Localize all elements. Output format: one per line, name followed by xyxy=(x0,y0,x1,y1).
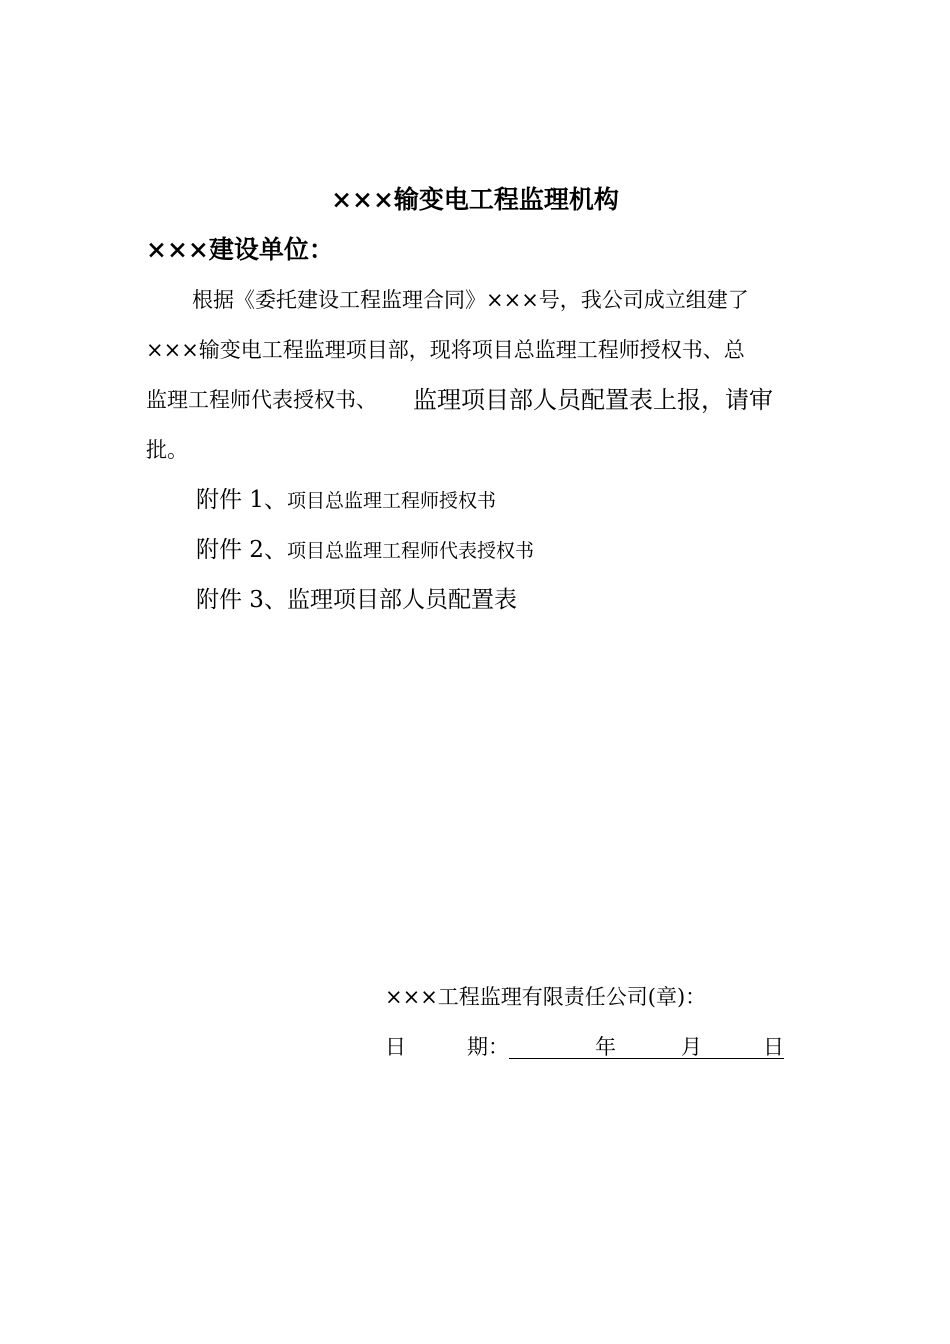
date-month-label: 月 xyxy=(681,1035,702,1059)
date-day-label: 日 xyxy=(763,1035,784,1059)
attachment-prefix: 附件 1、 xyxy=(196,487,287,513)
date-year-label: 年 xyxy=(595,1035,616,1059)
date-label-qi: 期： xyxy=(467,1035,509,1059)
attachment-text: 项目总监理工程师代表授权书 xyxy=(286,540,534,562)
body-line-3b: 监理项目部人员配置表上报，请审 xyxy=(413,386,773,414)
body-line-2: ×××输变电工程监理项目部，现将项目总监理工程师授权书、总 xyxy=(146,338,745,362)
attachment-text: 监理项目部人员配置表 xyxy=(286,587,517,613)
addressee: ×××建设单位： xyxy=(146,235,334,264)
date-label-ri: 日 xyxy=(385,1035,406,1059)
body-line-1: 根据《委托建设工程监理合同》×××号，我公司成立组建了 xyxy=(192,288,749,312)
company-signature: ×××工程监理有限责任公司(章)： xyxy=(385,985,707,1009)
date-row xyxy=(385,1032,784,1062)
attachment-item-2 xyxy=(196,534,534,568)
body-line-3a: 监理工程师代表授权书、 xyxy=(146,388,377,412)
attachment-text: 项目总监理工程师授权书 xyxy=(286,490,496,512)
attachment-item-3 xyxy=(196,584,517,618)
attachment-prefix: 附件 2、 xyxy=(196,537,287,563)
attachment-prefix: 附件 3、 xyxy=(196,587,287,613)
body-line-4: 批。 xyxy=(146,438,188,462)
date-blank-underline xyxy=(509,1032,784,1059)
attachment-item-1 xyxy=(196,484,496,518)
document-title: ×××输变电工程监理机构 xyxy=(331,185,619,214)
